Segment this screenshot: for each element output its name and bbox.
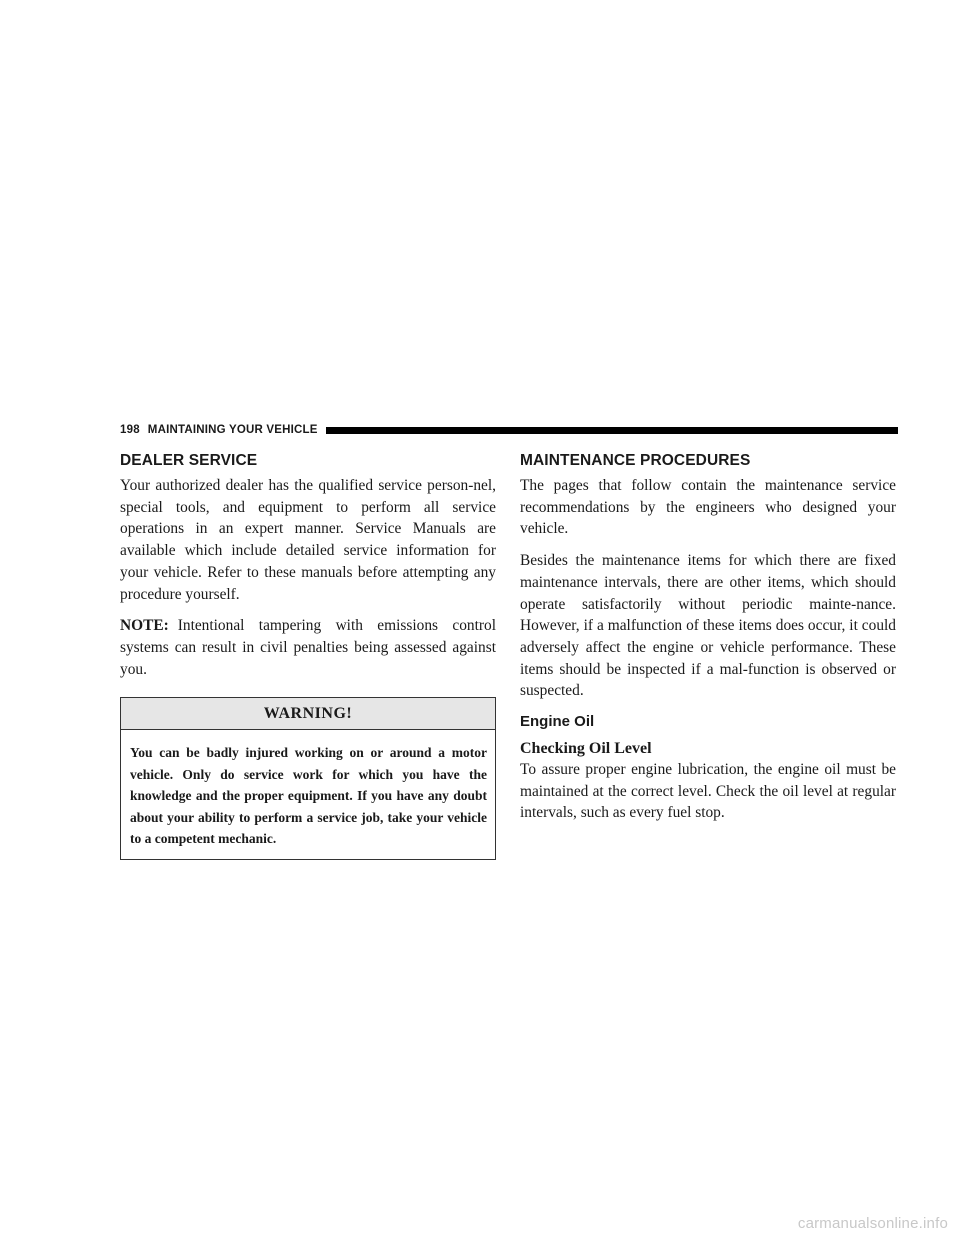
maintenance-procedures-heading: MAINTENANCE PROCEDURES [520,452,751,469]
header-rule [326,427,898,434]
page-number: 198 [120,424,140,436]
dealer-service-paragraph: Your authorized dealer has the qualified service person-nel, special tools, and equipment to perform all service operations in an expert manner. Service Manuals are available which include detailed service information for your vehicle. Refer to these manuals before attempting any procedure yourself. [120,477,496,603]
warning-box [120,697,496,860]
page-header [120,423,898,437]
oil-level-paragraph: To assure proper engine lubrication, the engine oil must be maintained at the correct level. Check the oil level at regular intervals, such as every fuel stop. [520,761,896,822]
section-title: MAINTAINING YOUR VEHICLE [147,424,318,436]
warning-title: WARNING! [121,698,495,730]
maintenance-paragraph-2: Besides the maintenance items for which there are fixed maintenance intervals, there are other items, which should operate satisfactorily without periodic mainte-nance. However, if a malfunction of these items does occur, it could adversely affect the engine or vehicle performance. These items should be inspected if a mal-function is observed or suspected. [520,552,896,700]
note-text: Intentional tampering with emissions control systems can result in civil penalties being assessed against you. [120,617,496,678]
dealer-service-heading: DEALER SERVICE [120,452,258,469]
warning-text: You can be badly injured working on or around a motor vehicle. Only do service work for which you have the knowledge and the proper equipment. If you have any doubt about your ability to perform a service job, take your vehicle to a competent mechanic. [130,745,487,846]
note-paragraph [120,615,496,680]
left-column [120,451,496,860]
maintenance-paragraph-1: The pages that follow contain the maintenance service recommendations by the engineers who designed your vehicle. [520,477,896,538]
engine-oil-heading: Engine Oil [520,713,595,731]
right-column [520,451,896,834]
watermark: carmanualsonline.info [797,1215,948,1232]
checking-oil-level-heading: Checking Oil Level [520,740,652,758]
note-label: NOTE: [120,617,169,635]
